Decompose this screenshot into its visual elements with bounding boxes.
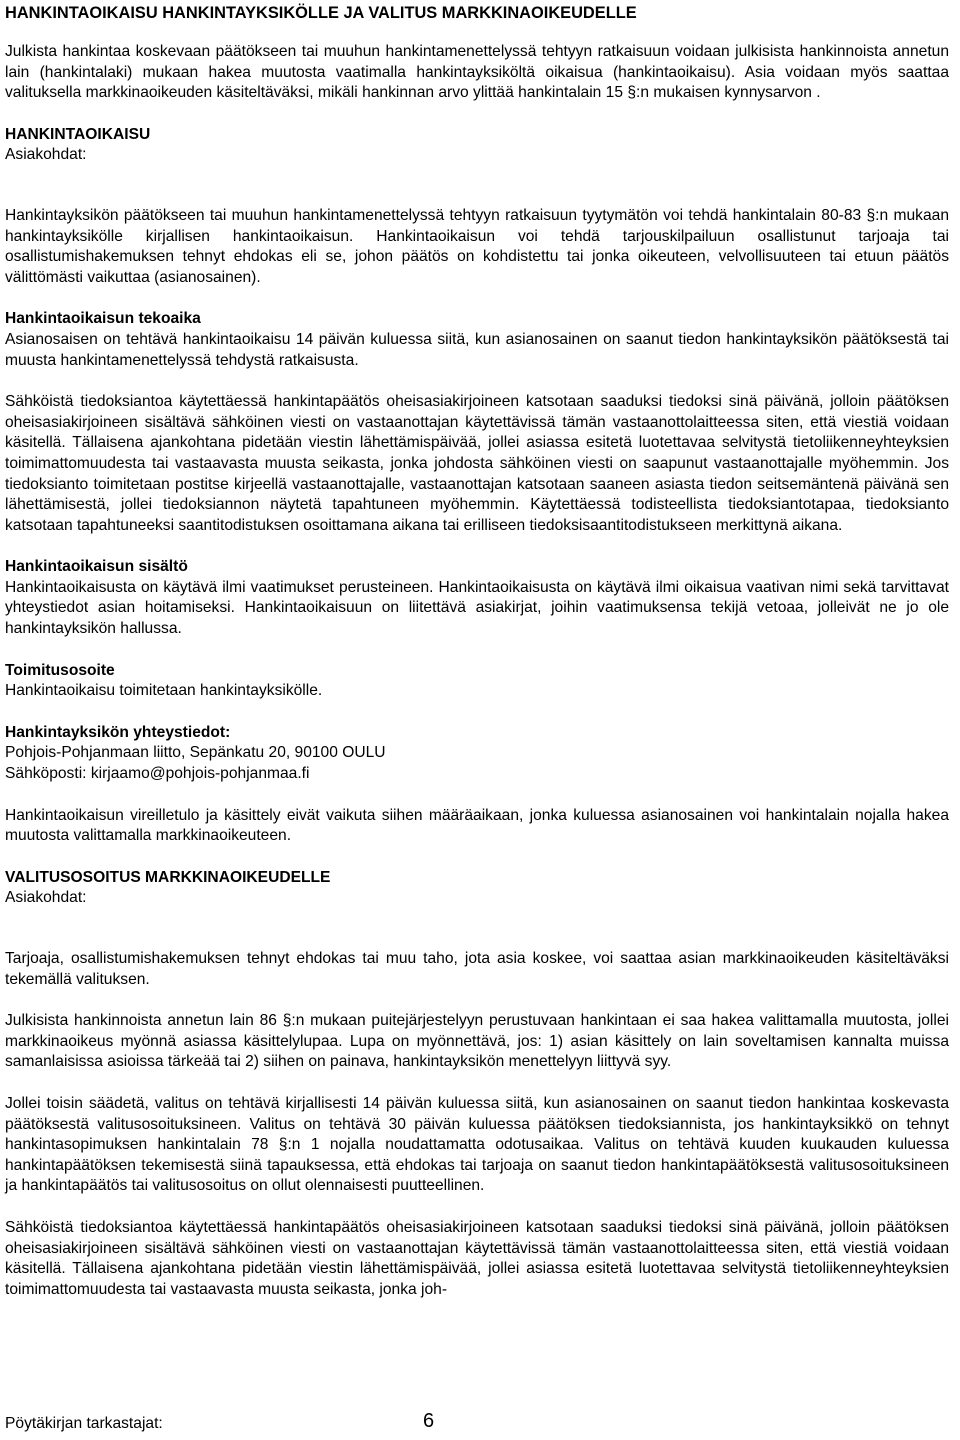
sisalto-heading: Hankintaoikaisun sisältö	[5, 558, 188, 576]
footer-reviewers-label: Pöytäkirjan tarkastajat:	[5, 1415, 163, 1432]
vireilletulo-paragraph: Hankintaoikaisun vireilletulo ja käsittely eivät vaikuta siihen määräaikaan, jonka kuluessa asianosainen voi hankintalain nojalla hakea muutosta valittamalla markkinaoikeuteen.	[5, 806, 949, 845]
yhteystiedot-heading: Hankintayksikön yhteystiedot:	[5, 723, 231, 741]
tekoaika-heading: Hankintaoikaisun tekoaika	[5, 310, 201, 328]
tekoaika-body: Asianosaisen on tehtävä hankintaoikaisu 14 päivän kuluessa siitä, kun asianosainen on saanut tiedon hankintayksikön päätöksestä tai muusta hankintamenettelyssä tehdystä ratkaisusta.	[5, 330, 949, 369]
valitus-asiakohdat-spacer	[5, 909, 949, 949]
tiedoksianto-paragraph: Sähköistä tiedoksiantoa käytettäessä hankintapäätös oheisasiakirjoineen katsotaan saaduksi tiedoksi sinä päivänä, jolloin päätöksen oheisasiakirjoineen sisältävä sähköinen viesti on vastaanottajan käytettävissä tämän vastaanottolaitteessa siten, että viestiä voidaan käsitellä. Tällaisena ajankohtana pidetään viestin lähettämispäivää, jollei asiassa esitetä luotettavaa selvitystä tietoliikenneyhteyksien toimimattomuudesta tai vastaavasta muusta seikasta, jonka johdosta sähköinen viesti on saapunut vastaanottajalle myöhemmin. Jos tiedoksianto toimitetaan postitse kirjeellä vastaanottajalle, vastaanottajan katsotaan saaneen asiasta tiedon seitsemäntenä päivänä sen lähettämisestä, jollei tiedoksiannon näytetä tapahtuneen myöhemmin. Käytettäessä todisteellista tiedoksiantotapaa, tiedoksianto katsotaan tapahtuneeksi saantitodistuksen osoittamana aikana tai erilliseen tiedoksisaantitodistukseen merkittynä aikana.	[5, 393, 949, 534]
sisalto-body: Hankintaoikaisusta on käytävä ilmi vaatimukset perusteineen. Hankintaoikaisusta on käytävä ilmi oikaisua vaativan nimi sekä tarvittavat yhteystiedot asian hoitamiseksi. Hankintaoikaisuun on liitettävä asiakirjat, joihin vaatimuksensa tekijä vetoaa, jolleivät ne jo ole hankintayksikön hallussa.	[5, 578, 949, 638]
sisalto-section	[5, 557, 949, 639]
contact-address: Pohjois-Pohjanmaan liitto, Sepänkatu 20, 90100 OULU	[5, 744, 386, 762]
toimitusosoite-section	[5, 661, 949, 702]
hankintaoikaisu-body: Hankintayksikön päätökseen tai muuhun hankintamenettelyssä tehtyyn ratkaisuun tyytymätön voi tehdä hankintalain 80-83 §:n mukaan hankintayksikölle kirjallisen hankintaoikaisun. Hankintaoikaisun voi tehdä tarjouskilpailuun osallistunut tarjoaja tai osallistumishakemuksen tehnyt ehdokas eli se, johon päätös on kohdistettu tai jonka oikeuteen, velvollisuuteen tai etuun päätös välittömästi vaikuttaa (asianosainen).	[5, 206, 949, 286]
tekoaika-section	[5, 309, 949, 371]
page-number: 6	[423, 1410, 435, 1432]
valitusosoitus-heading: VALITUSOSOITUS MARKKINAOIKEUDELLE	[5, 868, 331, 886]
hankintaoikaisu-asiakohdat-label: Asiakohdat:	[5, 146, 87, 164]
valitus-paragraph-2: Julkisista hankinnoista annetun lain 86 §:n mukaan puitejärjestelyyn perustuvaan hankintaan ei saa hakea valittamalla muutosta, jollei markkinaoikeus myönnä asiassa käsittelylupaa. Lupa on myönnettävä, jos: 1) asian käsittely on lain soveltamisen kannalta muissa samanlaisissa asioissa tärkeää tai 2) siihen on painava, hankintayksikön menettelyyn liittyvä syy.	[5, 1012, 949, 1071]
toimitusosoite-body: Hankintaoikaisu toimitetaan hankintayksikölle.	[5, 682, 323, 700]
page-footer	[5, 1412, 949, 1436]
document-page	[5, 3, 949, 1300]
document-title: HANKINTAOIKAISU HANKINTAYKSIKÖLLE JA VALITUS MARKKINAOIKEUDELLE	[5, 4, 637, 22]
intro-paragraph: Julkista hankintaa koskevaan päätökseen tai muuhun hankintamenettelyssä tehtyyn ratkaisuun voidaan julkisista hankinnoista annetun lain (hankintalaki) mukaan hakea muutosta vaatimalla hankintayksiköltä oikaisua (hankintaoikaisu). Asia voidaan myös saattaa valituksella markkinaoikeuden käsiteltäväksi, mikäli hankinnan arvo ylittää hankintalain 15 §:n mukaisen kynnysarvon .	[5, 43, 949, 102]
asiakohdat-spacer	[5, 166, 949, 206]
valitus-paragraph-3: Jollei toisin säädetä, valitus on tehtävä kirjallisesti 14 päivän kuluessa siitä, kun asianosainen on saanut tiedon hankintaa koskevasta päätöksestä valitusosoituksineen. Valitus on tehtävä 30 päivän kuluessa päätöksen tiedoksiannista, jos hankintayksikkö on tehnyt hankintasopimuksen hankintalain 78 §:n 1 nojalla noudattamatta odotusaikaa. Valitus on tehtävä kuuden kuukauden kuluessa hankintapäätöksen tekemisestä siinä tapauksessa, että ehdokas tai tarjoaja on saanut tiedon hankintapäätöksestä valitusosoituksineen ja hankintapäätös tai valitusosoitus on ollut olennaisesti puutteellinen.	[5, 1094, 949, 1195]
valitus-paragraph-4: Sähköistä tiedoksiantoa käytettäessä hankintapäätös oheisasiakirjoineen katsotaan saaduksi tiedoksi sinä päivänä, jolloin päätöksen oheisasiakirjoineen sisältävä sähköinen viesti on vastaanottajan käytettävissä tämän vastaanottolaitteessa siten, että viestiä voidaan käsitellä. Tällaisena ajankohtana pidetään viestin lähettämispäivää, jollei asiassa esitetä luotettavaa selvitystä tietoliikenneyhteyksien toimimattomuudesta tai vastaavasta muusta seikasta, jonka joh-	[5, 1218, 949, 1298]
contact-email: Sähköposti: kirjaamo@pohjois-pohjanmaa.fi	[5, 765, 310, 783]
valitus-paragraph-1: Tarjoaja, osallistumishakemuksen tehnyt ehdokas tai muu taho, jota asia koskee, voi saattaa asian markkinaoikeuden käsiteltäväksi tekemällä valituksen.	[5, 950, 949, 988]
yhteystiedot-section	[5, 723, 949, 785]
hankintaoikaisu-heading: HANKINTAOIKAISU	[5, 125, 151, 143]
valitusosoitus-asiakohdat-label: Asiakohdat:	[5, 889, 87, 907]
toimitusosoite-heading: Toimitusosoite	[5, 661, 115, 679]
